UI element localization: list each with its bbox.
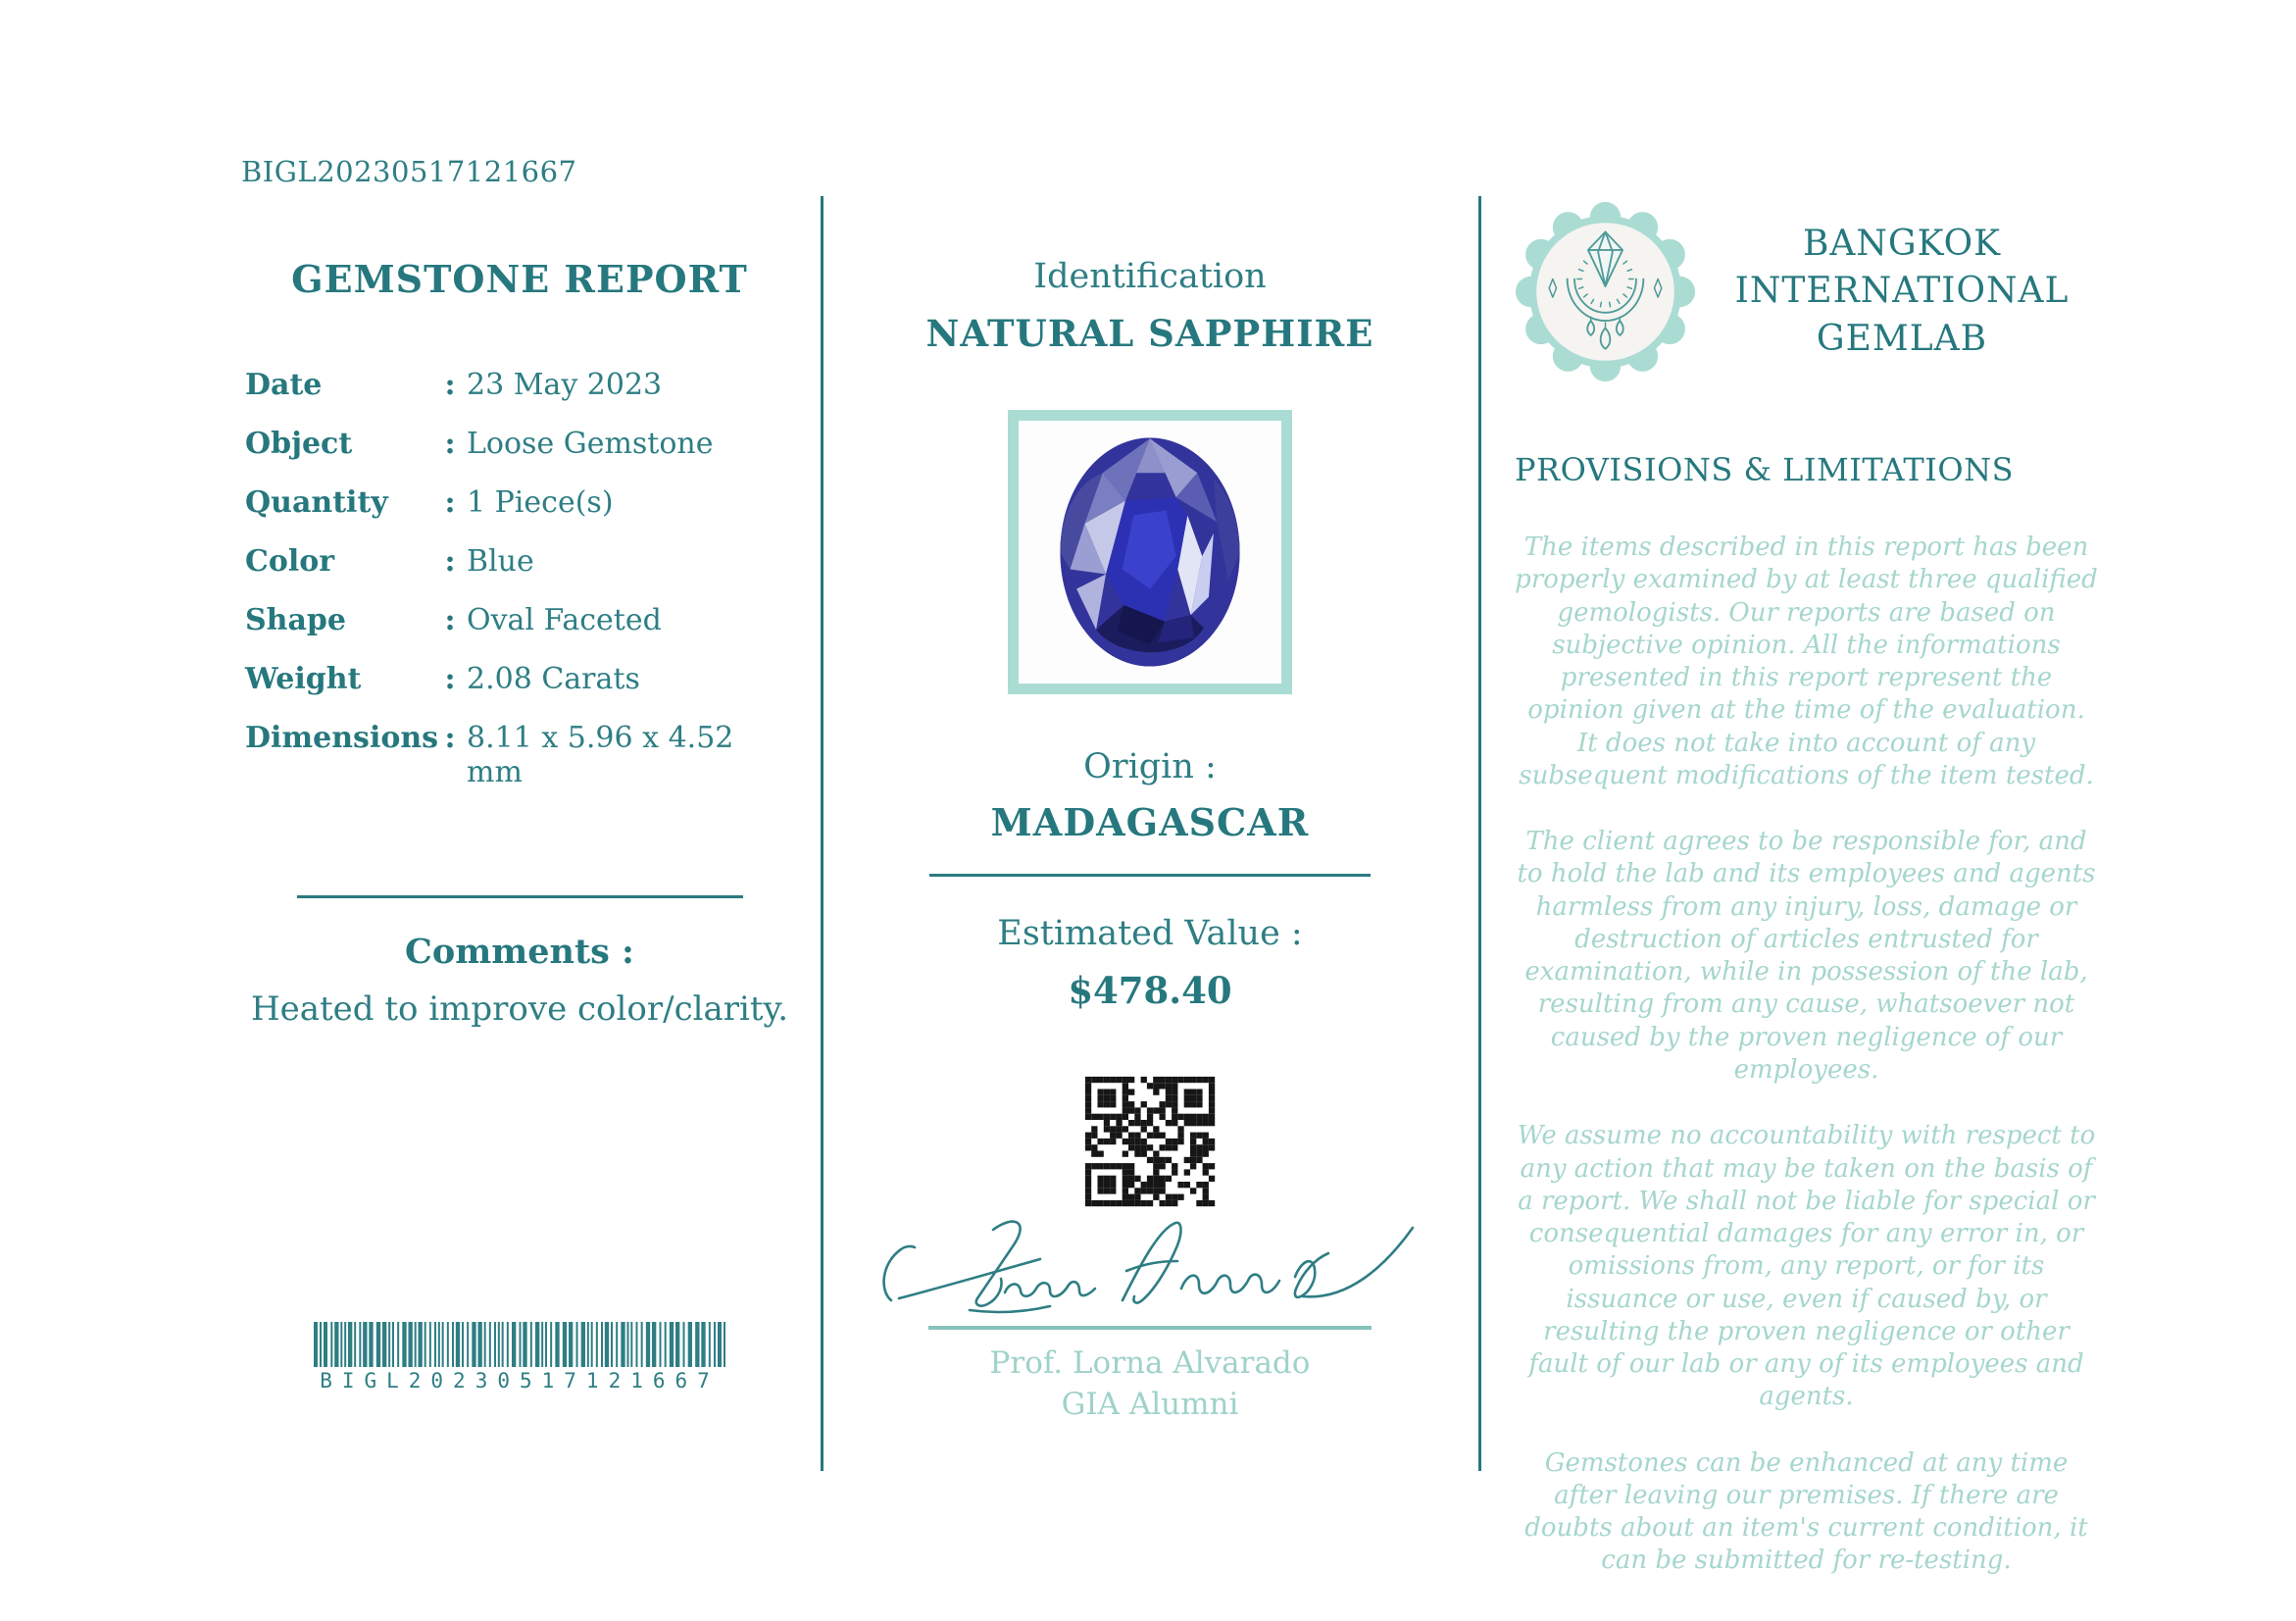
comments-heading: Comments : [405,932,634,972]
mid-divider [929,874,1371,877]
lab-name: BANGKOK INTERNATIONAL GEMLAB [1734,223,2070,359]
detail-label: Shape [245,603,346,637]
table-row [245,721,794,789]
identification-label: Identification [1033,257,1267,296]
table-row [245,485,794,544]
detail-separator: : [444,662,456,696]
lab-column [1515,201,2098,1611]
detail-label: Dimensions [245,721,439,755]
column-divider [821,196,824,1471]
gem-photo-frame [1008,410,1292,694]
table-row [245,603,794,662]
qr-code-icon [1081,1073,1219,1210]
signature-divider [928,1326,1372,1330]
sapphire-photo [1027,426,1273,679]
signature-handwriting [875,1216,1424,1326]
detail-separator: : [444,427,456,461]
signer-name: Prof. Lorna Alvarado [989,1345,1311,1381]
detail-label: Weight [245,662,362,696]
barcode [245,1322,794,1393]
comments-text: Heated to improve color/clarity. [250,989,789,1029]
origin-value: MADAGASCAR [990,800,1310,844]
table-row [245,368,794,427]
barcode-text: BIGL20230517121667 [320,1369,720,1393]
signer-credential: GIA Alumni [1061,1387,1239,1422]
table-row [245,544,794,603]
detail-value: 23 May 2023 [467,368,663,402]
provision-paragraph: We assume no accountability with respect to any action that may be taken on the basis of a report. We shall not be liable for special or consequential damages for any error in, or omissions from, any report, or for its issuance or use, even if caused by, or resulting the proven negligence or other fault of our lab or any of its employees and agents. [1517,1121,2096,1412]
lab-header [1515,201,2098,382]
identification-column [831,257,1469,1422]
lab-logo-badge-icon [1515,201,1696,382]
table-row [245,427,794,485]
provisions-heading: PROVISIONS & LIMITATIONS [1515,451,2014,488]
provision-paragraph: Gemstones can be enhanced at any time after leaving our premises. If there are doubts about an item's current condition, it can be submitted for re-testing. [1524,1447,2088,1576]
detail-separator: : [444,485,456,520]
detail-value: 8.11 x 5.96 x 4.52 mm [467,721,734,789]
report-id: BIGL20230517121667 [241,155,577,188]
provision-paragraph: The client agrees to be responsible for, and to hold the lab and its employees and agents harmless from any injury, loss, damage or destruction of articles entrusted for examination, while in possession of the lab, resulting from any cause, whatsoever not caused by the proven negligence of our employees. [1517,827,2096,1085]
detail-label: Color [245,544,335,579]
report-summary-column [245,257,794,1029]
detail-separator: : [444,368,456,402]
detail-label: Quantity [245,485,388,520]
detail-separator: : [444,603,456,637]
detail-separator: : [444,721,456,755]
detail-value: 1 Piece(s) [467,485,614,520]
column-divider [1478,196,1481,1471]
detail-value: Blue [467,544,534,579]
gem-name: NATURAL SAPPHIRE [925,312,1374,355]
table-row [245,662,794,721]
barcode-icon [314,1322,725,1367]
detail-value: Oval Faceted [467,603,662,637]
detail-separator: : [444,544,456,579]
origin-label: Origin : [1083,747,1217,786]
estimated-value-label: Estimated Value : [997,914,1303,953]
estimated-value: $478.40 [1068,969,1232,1012]
provision-paragraph: The items described in this report has been properly examined by at least three qualified gemologists. Our reports are based on subjective opinion. All the informations presented in this report represent the opinion given at the time of the evaluation. It does not take into account of any subsequent modifications of the item tested. [1515,532,2098,790]
details-table [245,368,794,789]
detail-label: Date [245,368,323,402]
comments-divider [297,895,743,898]
provisions-body [1515,532,2098,1578]
detail-label: Object [245,427,353,461]
detail-value: 2.08 Carats [467,662,640,696]
page-title: GEMSTONE REPORT [291,257,748,301]
detail-value: Loose Gemstone [467,427,714,461]
